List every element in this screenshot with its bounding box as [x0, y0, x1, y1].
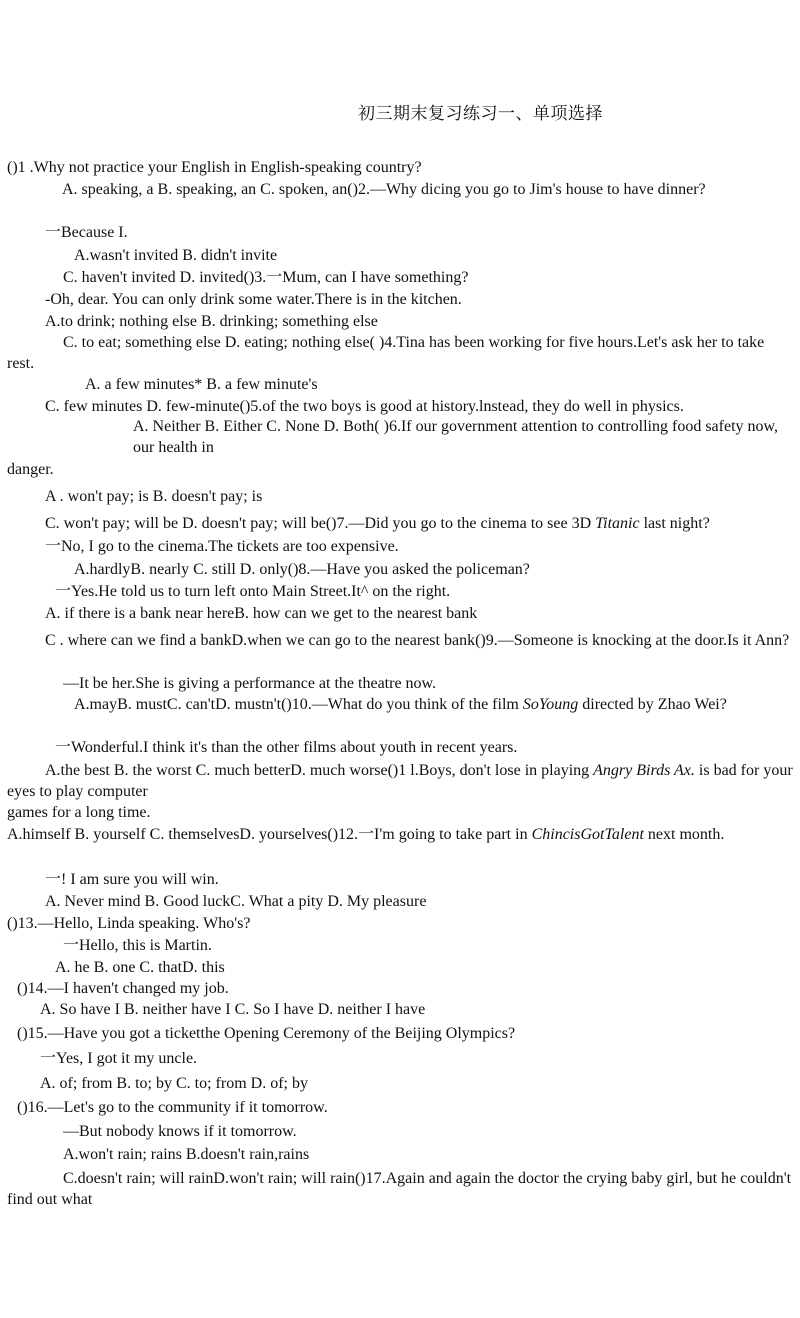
q6-options-cd-q7: C. won't pay; will be D. doesn't pay; will be()7.—Did you go to the cinema to see 3D Titanic last night?	[45, 515, 710, 532]
q3-options-cd-q4: C. to eat; something else D. eating; nothing else( )4.Tina has been working for five hours.Let's ask her to take rest.	[7, 334, 765, 372]
q8-answer-line: 一Yes.He told us to turn left onto Main Street.It^ on the right.	[55, 583, 451, 600]
q13-line: ()13.—Hello, Linda speaking. Who's?	[7, 915, 251, 932]
q4-options-ab: A. a few minutes* B. a few minute's	[85, 376, 318, 393]
page-title: 初三期末复习练习一、单项选择	[358, 104, 603, 123]
q9-options-q10: A.mayB. mustC. can'tD. mustn't()10.—What do you think of the film SoYoung directed by Zhao Wei?	[74, 696, 727, 713]
q7-answer-line: 一No, I go to the cinema.The tickets are too expensive.	[45, 538, 399, 555]
q16-options-ab: A.won't rain; rains B.doesn't rain,rains	[63, 1146, 310, 1163]
q5-options-q6: A. Neither B. Either C. None D. Both( )6.If our government attention to controlling food safety now, our health in	[133, 418, 779, 456]
q8-options-ab: A. if there is a bank near hereB. how can we get to the nearest bank	[45, 605, 478, 622]
q1-line: ()1 .Why not practice your English in English-speaking country?	[7, 159, 422, 176]
q14-options: A. So have I B. neither have I C. So I have D. neither I have	[40, 1001, 426, 1018]
q10-answer-line: 一Wonderful.I think it's than the other films about youth in recent years.	[55, 739, 518, 756]
q13-answer-line: 一Hello, this is Martin.	[63, 937, 212, 954]
q2-answer-line: 一Because I.	[45, 224, 128, 241]
q16-answer-line: —But nobody knows if it tomorrow.	[63, 1123, 297, 1140]
q3-reply-line: -Oh, dear. You can only drink some water.There is in the kitchen.	[45, 291, 462, 308]
q7-options-q8: A.hardlyB. nearly C. still D. only()8.—Have you asked the policeman?	[74, 561, 530, 578]
q15-options: A. of; from B. to; by C. to; from D. of; by	[40, 1075, 308, 1092]
q4-options-cd-q5: C. few minutes D. few-minute()5.of the two boys is good at history.lnstead, they do well in physics.	[45, 398, 684, 415]
q3-options-ab: A.to drink; nothing else B. drinking; something else	[45, 313, 378, 330]
q15-line: ()15.—Have you got a ticketthe Opening Ceremony of the Beijing Olympics?	[17, 1025, 516, 1042]
q6-options-ab: A . won't pay; is B. doesn't pay; is	[45, 488, 263, 505]
q12-options: A. Never mind B. Good luckC. What a pity D. My pleasure	[45, 893, 427, 910]
q11-continued: games for a long time.	[7, 804, 151, 821]
q16-options-cd-q17: C.doesn't rain; will rainD.won't rain; will rain()17.Again and again the doctor the crying baby girl, but he couldn't find out what	[7, 1170, 792, 1208]
q6-continued: danger.	[7, 461, 54, 478]
q1-options-q2-line: A. speaking, a B. speaking, an C. spoken, an()2.—Why dicing you go to Jim's house to have dinner?	[62, 181, 706, 198]
q13-options: A. he B. one C. thatD. this	[55, 959, 225, 976]
q15-answer-line: 一Yes, I got it my uncle.	[40, 1050, 198, 1067]
q11-options-q12: A.himself B. yourself C. themselvesD. yourselves()12.一I'm going to take part in ChincisGotTalent next month.	[7, 826, 725, 843]
q10-options-q11: A.the best B. the worst C. much betterD. much worse()1 l.Boys, don't lose in playing Angry Birds Ax. is bad for your eyes to play computer	[7, 762, 793, 800]
q16-line: ()16.—Let's go to the community if it tomorrow.	[17, 1099, 328, 1116]
q12-answer-line: 一! I am sure you will win.	[45, 871, 219, 888]
q9-answer-line: —It be her.She is giving a performance at the theatre now.	[63, 675, 437, 692]
q8-options-cd-q9: C . where can we find a bankD.when we can go to the nearest bank()9.—Someone is knocking at the door.Is it Ann?	[45, 632, 790, 649]
q2-options-cd-q3: C. haven't invited D. invited()3.一Mum, can I have something?	[63, 269, 469, 286]
q14-line: ()14.—I haven't changed my job.	[17, 980, 229, 997]
q2-options-ab: A.wasn't invited B. didn't invite	[74, 247, 278, 264]
